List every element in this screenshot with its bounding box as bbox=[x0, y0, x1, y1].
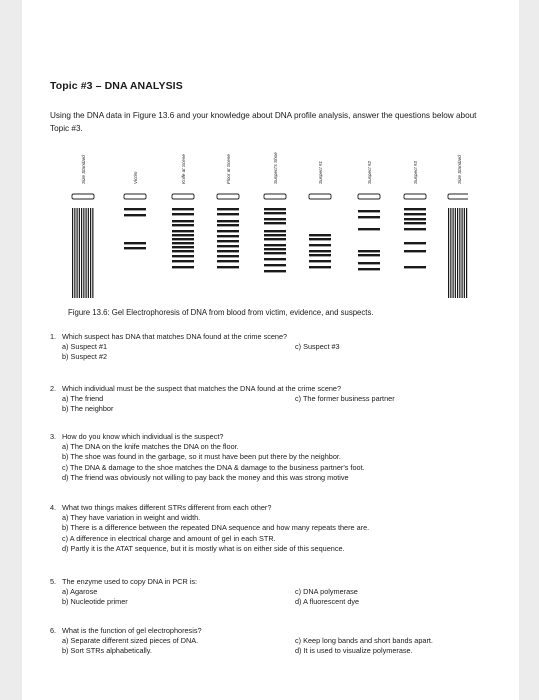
gel-band bbox=[358, 262, 380, 264]
lane-label: Suspect #3 bbox=[413, 161, 418, 184]
gel-band bbox=[404, 266, 426, 268]
gel-band bbox=[90, 208, 91, 298]
lane-label: Suspect #2 bbox=[367, 161, 372, 184]
answer-option[interactable]: c) The DNA & damage to the shoe matches the DNA & damage to the business partner's foot. bbox=[62, 462, 365, 472]
gel-band bbox=[172, 213, 194, 215]
question-text: The enzyme used to copy DNA in PCR is: bbox=[62, 577, 198, 586]
gel-band bbox=[217, 230, 239, 232]
answer-option[interactable]: a) Agarose bbox=[62, 587, 98, 597]
gel-band bbox=[309, 266, 331, 268]
gel-band bbox=[264, 270, 286, 272]
gel-band bbox=[217, 235, 239, 237]
gel-band bbox=[217, 260, 239, 262]
option-row bbox=[62, 587, 510, 597]
gel-band bbox=[77, 208, 78, 298]
answer-option[interactable]: b) Sort STRs alphabetically. bbox=[62, 646, 152, 656]
answer-option[interactable]: a) The DNA on the knife matches the DNA on the floor. bbox=[62, 442, 239, 452]
gel-band bbox=[462, 208, 463, 298]
gel-band bbox=[358, 228, 380, 230]
question-stem bbox=[50, 332, 510, 342]
gel-band bbox=[459, 208, 460, 298]
question-number: 4. bbox=[50, 503, 57, 512]
answer-option[interactable]: a) Separate different sized pieces of DNA. bbox=[62, 636, 199, 646]
gel-band bbox=[92, 208, 93, 298]
gel-band bbox=[172, 255, 194, 257]
option-row bbox=[62, 646, 510, 656]
answer-options bbox=[62, 636, 510, 656]
question-number: 6. bbox=[50, 626, 57, 635]
option-row bbox=[62, 394, 510, 404]
answer-option[interactable]: b) Suspect #2 bbox=[62, 352, 108, 362]
answer-option[interactable]: d) A fluorescent dye bbox=[295, 597, 360, 607]
question-1 bbox=[50, 332, 510, 363]
gel-band bbox=[217, 245, 239, 247]
answer-option[interactable]: d) The friend was obviously not willing to pay back the money and this was strong motive bbox=[62, 472, 349, 482]
question-stem bbox=[50, 626, 510, 636]
gel-band bbox=[124, 242, 146, 244]
gel-band bbox=[86, 208, 87, 298]
question-stem bbox=[50, 577, 510, 587]
gel-band bbox=[172, 208, 194, 210]
gel-band bbox=[172, 246, 194, 248]
gel-band bbox=[453, 208, 454, 298]
question-number: 1. bbox=[50, 332, 57, 341]
gel-band bbox=[217, 255, 239, 257]
intro-text: Using the DNA data in Figure 13.6 and your knowledge about DNA profile analysis, answer the questions below about Topic #3. bbox=[50, 111, 477, 133]
gel-band bbox=[309, 250, 331, 252]
question-stem bbox=[50, 503, 510, 513]
gel-band bbox=[309, 238, 331, 240]
gel-band bbox=[264, 222, 286, 224]
question-text: What two things makes different STRs different from each other? bbox=[62, 503, 272, 512]
question-stem bbox=[50, 384, 510, 394]
gel-band bbox=[309, 254, 331, 256]
gel-band bbox=[172, 250, 194, 252]
answer-option[interactable]: a) The friend bbox=[62, 394, 104, 404]
answer-option bbox=[295, 404, 528, 414]
answer-options bbox=[62, 394, 510, 414]
gel-band bbox=[217, 250, 239, 252]
gel-band bbox=[83, 208, 84, 298]
answer-option bbox=[295, 352, 528, 362]
gel-band bbox=[358, 210, 380, 212]
gel-band bbox=[404, 228, 426, 230]
gel-band bbox=[264, 258, 286, 260]
option-row bbox=[62, 352, 510, 362]
gel-band bbox=[358, 254, 380, 256]
question-stem bbox=[50, 432, 510, 442]
answer-option[interactable]: a) They have variation in weight and width. bbox=[62, 513, 201, 523]
option-row bbox=[62, 342, 510, 352]
answer-options bbox=[62, 442, 510, 483]
gel-band bbox=[217, 220, 239, 222]
answer-option[interactable]: b) There is a difference between the repeated DNA sequence and how many repeats there are. bbox=[62, 523, 370, 533]
answer-option[interactable]: c) Keep long bands and short bands apart. bbox=[295, 636, 433, 646]
question-number: 3. bbox=[50, 432, 57, 441]
gel-well bbox=[404, 194, 426, 199]
gel-band bbox=[309, 234, 331, 236]
option-row bbox=[62, 636, 510, 646]
gel-band bbox=[217, 224, 239, 226]
gel-band bbox=[404, 222, 426, 224]
lane-label: Suspect #1 bbox=[318, 161, 323, 184]
gel-well bbox=[309, 194, 331, 199]
lane-label: Floor at Scene bbox=[226, 154, 231, 184]
gel-band bbox=[172, 224, 194, 226]
answer-option[interactable]: a) Suspect #1 bbox=[62, 342, 108, 352]
answer-option[interactable]: d) It is used to visualize polymerase. bbox=[295, 646, 413, 656]
question-text: Which suspect has DNA that matches DNA found at the crime scene? bbox=[62, 332, 288, 341]
gel-band bbox=[172, 234, 194, 236]
page-title: Topic #3 – DNA ANALYSIS bbox=[50, 80, 183, 92]
gel-band bbox=[217, 266, 239, 268]
gel-band bbox=[172, 230, 194, 232]
gel-well bbox=[264, 194, 286, 199]
gel-band bbox=[358, 250, 380, 252]
question-6 bbox=[50, 626, 510, 657]
gel-band bbox=[264, 238, 286, 240]
gel-band bbox=[172, 266, 194, 268]
gel-well bbox=[217, 194, 239, 199]
question-4 bbox=[50, 503, 510, 554]
gel-band bbox=[264, 234, 286, 236]
question-number: 5. bbox=[50, 577, 57, 586]
gel-band bbox=[88, 208, 89, 298]
answer-options bbox=[62, 587, 510, 607]
gel-band bbox=[217, 240, 239, 242]
gel-band bbox=[404, 208, 426, 210]
question-number: 2. bbox=[50, 384, 57, 393]
gel-band bbox=[358, 216, 380, 218]
gel-band bbox=[455, 208, 456, 298]
gel-band bbox=[309, 260, 331, 262]
gel-band bbox=[172, 220, 194, 222]
gel-band bbox=[124, 247, 146, 249]
lane-label: Knife at Scene bbox=[181, 154, 186, 184]
gel-band bbox=[264, 264, 286, 266]
gel-band bbox=[72, 208, 73, 298]
gel-band bbox=[217, 208, 239, 210]
gel-well bbox=[448, 194, 468, 199]
gel-band bbox=[124, 214, 146, 216]
gel-band bbox=[264, 252, 286, 254]
gel-band bbox=[457, 208, 458, 298]
gel-band bbox=[448, 208, 449, 298]
answer-option[interactable]: c) A difference in electrical charge and amount of gel in each STR. bbox=[62, 533, 276, 543]
gel-band bbox=[404, 218, 426, 220]
question-text: What is the function of gel electrophoresis? bbox=[62, 626, 202, 635]
question-3 bbox=[50, 432, 510, 483]
gel-band bbox=[217, 213, 239, 215]
question-2 bbox=[50, 384, 510, 415]
gel-well bbox=[124, 194, 146, 199]
gel-band bbox=[358, 268, 380, 270]
gel-band bbox=[264, 230, 286, 232]
gel-band bbox=[404, 250, 426, 252]
gel-band bbox=[464, 208, 465, 298]
worksheet-page bbox=[24, 0, 518, 700]
lane-label: Size Standard bbox=[457, 155, 462, 184]
question-text: How do you know which individual is the suspect? bbox=[62, 432, 224, 441]
answer-option[interactable]: c) Suspect #3 bbox=[295, 342, 340, 352]
answer-options bbox=[62, 342, 510, 362]
gel-band bbox=[264, 244, 286, 246]
gel-band bbox=[264, 212, 286, 214]
answer-option[interactable]: b) The shoe was found in the garbage, so it must have been put there by the neighbor. bbox=[62, 452, 341, 462]
gel-well bbox=[172, 194, 194, 199]
figure-caption: Figure 13.6: Gel Electrophoresis of DNA from blood from victim, evidence, and suspects. bbox=[68, 308, 374, 317]
answer-options bbox=[62, 513, 510, 554]
gel-band bbox=[264, 208, 286, 210]
answer-option[interactable]: b) Nucleotide primer bbox=[62, 597, 128, 607]
gel-band bbox=[264, 218, 286, 220]
answer-option[interactable]: b) The neighbor bbox=[62, 404, 114, 414]
gel-band bbox=[404, 213, 426, 215]
lane-label: Size Standard bbox=[81, 155, 86, 184]
gel-band bbox=[74, 208, 75, 298]
lane-label: Suspect's Shoe bbox=[273, 152, 278, 184]
left-margin bbox=[0, 0, 22, 700]
question-text: Which individual must be the suspect that matches the DNA found at the crime scene? bbox=[62, 384, 342, 393]
option-row bbox=[62, 597, 510, 607]
gel-well bbox=[358, 194, 380, 199]
gel-band bbox=[172, 238, 194, 240]
answer-option[interactable]: c) The former business partner bbox=[295, 394, 395, 404]
answer-option[interactable]: d) Partly it is the ATAT sequence, but it is mostly what is on either side of this sequence. bbox=[62, 543, 345, 553]
gel-well bbox=[72, 194, 94, 199]
gel-band bbox=[450, 208, 451, 298]
gel-band bbox=[309, 244, 331, 246]
gel-band bbox=[79, 208, 80, 298]
gel-band bbox=[172, 242, 194, 244]
gel-band bbox=[172, 260, 194, 262]
gel-band bbox=[81, 208, 82, 298]
gel-band bbox=[264, 248, 286, 250]
answer-option[interactable]: c) DNA polymerase bbox=[295, 587, 358, 597]
question-5 bbox=[50, 577, 510, 608]
lane-label: Victim bbox=[133, 171, 138, 184]
gel-band bbox=[404, 242, 426, 244]
option-row bbox=[62, 404, 510, 414]
gel-band bbox=[124, 208, 146, 210]
gel-band bbox=[466, 208, 467, 298]
gel-electrophoresis-figure bbox=[48, 150, 468, 300]
